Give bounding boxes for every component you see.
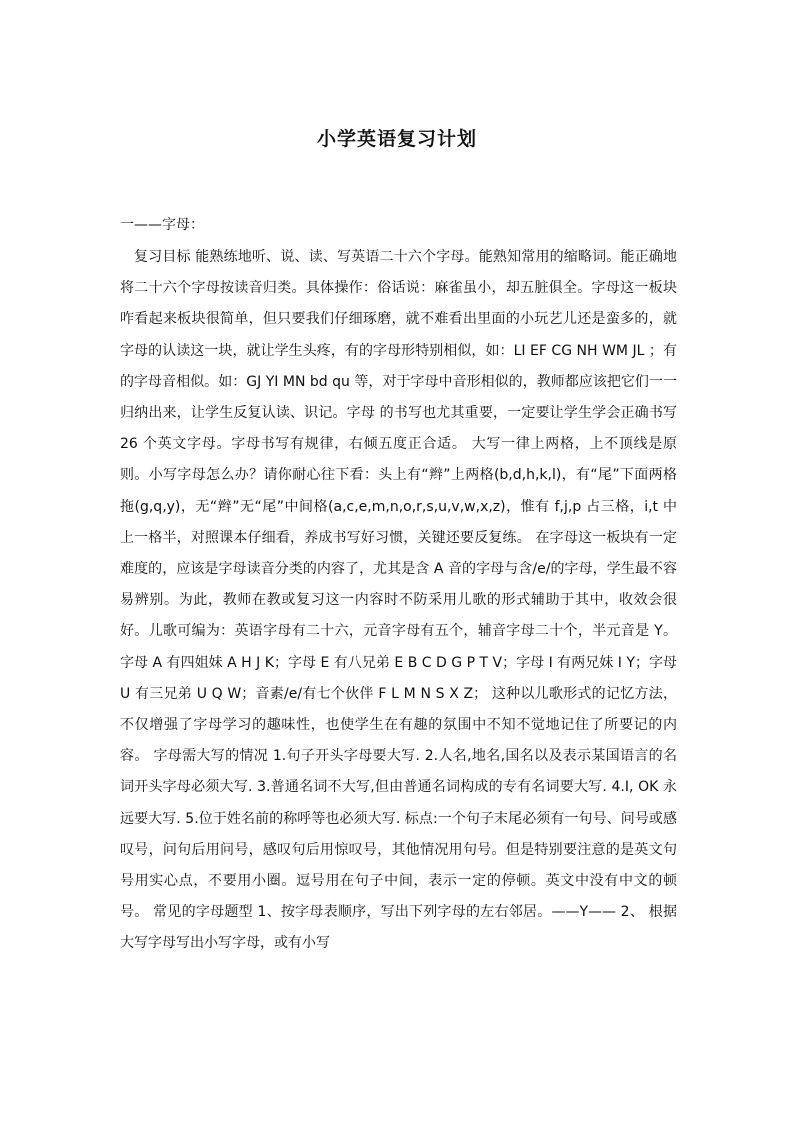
section-heading: 一——字母： bbox=[120, 217, 204, 233]
body-paragraph: 复习目标 能熟练地听、说、读、写英语二十六个字母。能熟知常用的缩略词。能正确地将二十六个字母按读音归类。具体操作：俗话说：麻雀虽小，却五脏俱全。字母这一板块咋看起来板块很简单，但只要我们仔细琢磨，就不难看出里面的小玩艺儿还是蛮多的，就字母的认读这一块，就让学生头疼，有的字母形特别相似，如：LI EF CG NH WM JL ；有的字母音相似。如：GJ YI MN bd qu 等，对于字母中音形相似的，教师都应该把它们一一归纳出来，让学生反复认读、识记。字母 的书写也尤其重要，一定要让学生学会正确书写 26 个英文字母。字母书写有规律，右倾五度正合适。 大写一律上两格，上不顶线是原则。小写字母怎么办？请你耐心往下看：头上有“辫”上两格(b,d,h,k,l)，有“尾”下面两格拖(g,q,y)，无“辫”无“尾”中间格(a,c,e,m,n,o,r,s,u,v,w,x,z)，惟有 f,j,p 占三格，i,t 中上一格半，对照课本仔细看，养成书写好习惯，关键还要反复练。 在字母这一板块有一定难度的，应该是字母读音分类的内容了，尤其是含 A 音的字母与含/e/的字母，学生最不容易辨别。为此，教师在教或复习这一内容时不防采用儿歌的形式辅助于其中，收效会很好。儿歌可编为：英语字母有二十六，元音字母有五个，辅音字母二十个，半元音是 Y。字母 A 有四姐妹 A H J K；字母 E 有八兄弟 E B C D G P T V；字母 I 有两兄妹 I Y；字母 U 有三兄弟 U Q W；音素/e/有七个伙伴 F L M N S X Z； 这种以儿歌形式的记忆方法，不仅增强了字母学习的趣味性，也使学生在有趣的氛围中不知不觉地记住了所要记的内容。 字母需大写的情况 1.句子开头字母要大写. 2.人名,地名,国名以及表示某国语言的名词开头字母必须大写. 3.普通名词不大写,但由普通名词构成的专有名词要大写. 4.I, OK 永远要大写. 5.位于姓名前的称呼等也必须大写. 标点:一个句子末尾必须有一句号、问号或感叹号，问句后用问号，感叹句后用惊叹号，其他情况用句号。但是特别要注意的是英文句号用实心点，不要用小圈。逗号用在句子中间，表示一定的停顿。英文中没有中文的顿号。 常见的字母题型 1、按字母表顺序，写出下列字母的左右邻居。——Y—— 2、 根据大写字母写出小写字母，或有小写 bbox=[120, 249, 677, 952]
document-title: 小学英语复习计划 bbox=[316, 128, 477, 150]
